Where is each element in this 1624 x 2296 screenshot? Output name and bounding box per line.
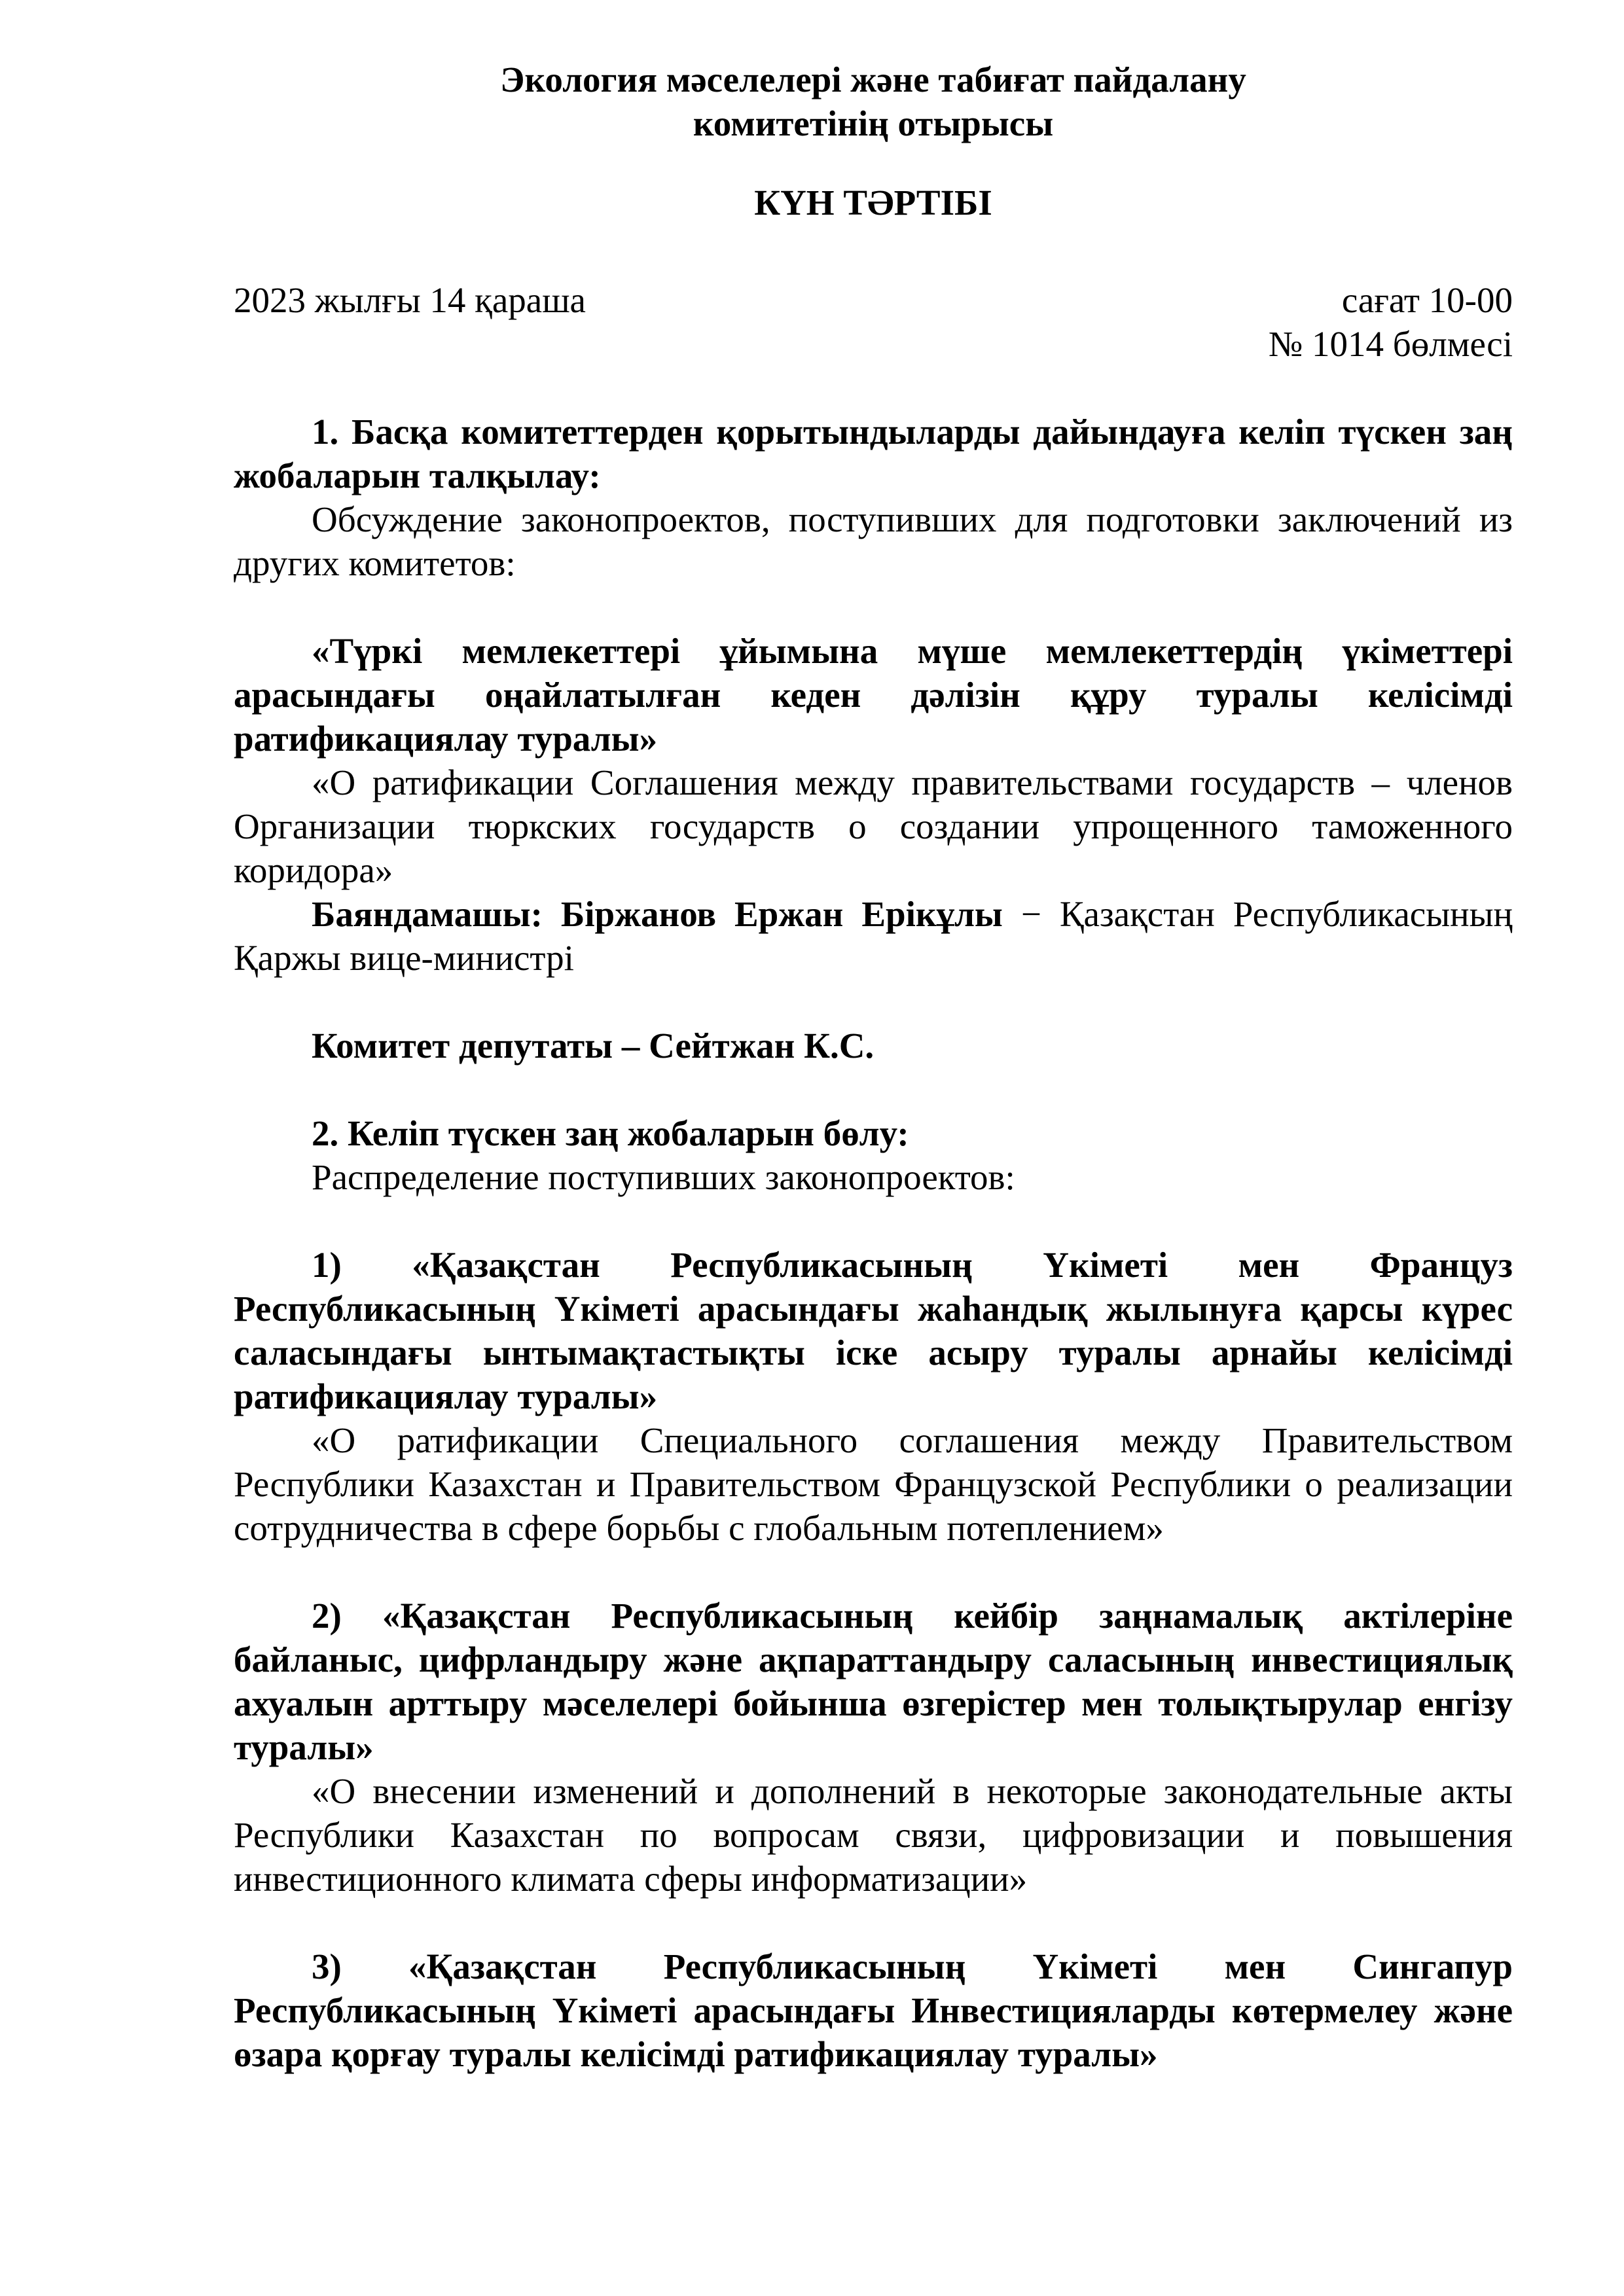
item2-bill-2-kz: 2) «Қазақстан Республикасының кейбір заңнамалық актілеріне байланыс, цифрландыру және ақпараттандыру саласының инвестициялық ахуалын арттыру мәселелері бойынша өзгерістер мен толықтырулар енгізу туралы»	[234, 1596, 1513, 1767]
committee-deputy: Комитет депутаты – Сейтжан К.С.	[312, 1026, 875, 1066]
item1-heading: 1. Басқа комитеттерден қорытындыларды дайындауға келіп түскен заң жобаларын талқылау:	[234, 412, 1513, 495]
item2-bill-1-ru: «О ратификации Специального соглашения между Правительством Республики Казахстан и Правительством Французской Республики о реализации сотрудничества в сфере борьбы с глобальным потеплением»	[234, 1420, 1513, 1548]
committee-title-line2: комитетінің отырысы	[693, 103, 1054, 143]
item2-heading: 2. Келіп түскен заң жобаларын бөлу:	[312, 1113, 909, 1153]
document-content	[234, 58, 1513, 2076]
meeting-time-room	[1269, 278, 1513, 366]
spacer	[234, 980, 1513, 1024]
meeting-date: 2023 жылғы 14 қараша	[234, 280, 586, 320]
speaker-label: Баяндамашы: Біржанов Ержан Ерікұлы	[312, 894, 1003, 934]
item2-heading-ru: Распределение поступивших законопроектов:	[312, 1157, 1015, 1197]
spacer	[234, 1901, 1513, 1945]
committee-title-line1: Экология мәселелері және табиғат пайдалану	[500, 60, 1246, 99]
meeting-meta	[234, 278, 1513, 366]
item1-speaker	[234, 892, 1513, 980]
item2-bill-1-kz: 1) «Қазақстан Республикасының Үкіметі мен Француз Республикасының Үкіметі арасындағы жаһандық жылынуға қарсы күрес саласындағы ынтымақтастықты іске асыру туралы арнайы келісімді ратификациялау туралы»	[234, 1245, 1513, 1416]
agenda-item-2	[234, 1111, 1513, 2076]
spacer	[234, 585, 1513, 629]
item2-bill-3-kz: 3) «Қазақстан Республикасының Үкіметі мен Сингапур Республикасының Үкіметі арасындағы Инвестицияларды көтермелеу және өзара қорғау туралы келісімді ратификациялау туралы»	[234, 1946, 1513, 2074]
item1-heading-ru: Обсуждение законопроектов, поступивших для подготовки заключений из других комитетов:	[234, 499, 1513, 583]
item1-bill-ru: «О ратификации Соглашения между правительствами государств – членов Организации тюркских государств о создании упрощенного таможенного коридора»	[234, 762, 1513, 890]
item2-bill-2-ru: «О внесении изменений и дополнений в некоторые законодательные акты Республики Казахстан по вопросам связи, цифровизации и повышения инвестиционного климата сферы информатизации»	[234, 1771, 1513, 1899]
spacer	[234, 1199, 1513, 1243]
meeting-room: № 1014 бөлмесі	[1268, 324, 1513, 364]
agenda-title: КҮН ТӘРТІБІ	[754, 183, 992, 223]
speaker-position: − Қазақстан Республикасының Қаржы вице-министрі	[234, 894, 1513, 978]
item1-bill-kz: «Түркі мемлекеттері ұйымына мүше мемлекеттердің үкіметтері арасындағы оңайлатылған кеден дәлізін құру туралы келісімді ратификациялау туралы»	[234, 631, 1513, 759]
spacer	[234, 1550, 1513, 1594]
meeting-time: сағат 10-00	[1341, 280, 1513, 320]
committee-title	[234, 58, 1513, 145]
agenda-item-1	[234, 410, 1513, 1067]
